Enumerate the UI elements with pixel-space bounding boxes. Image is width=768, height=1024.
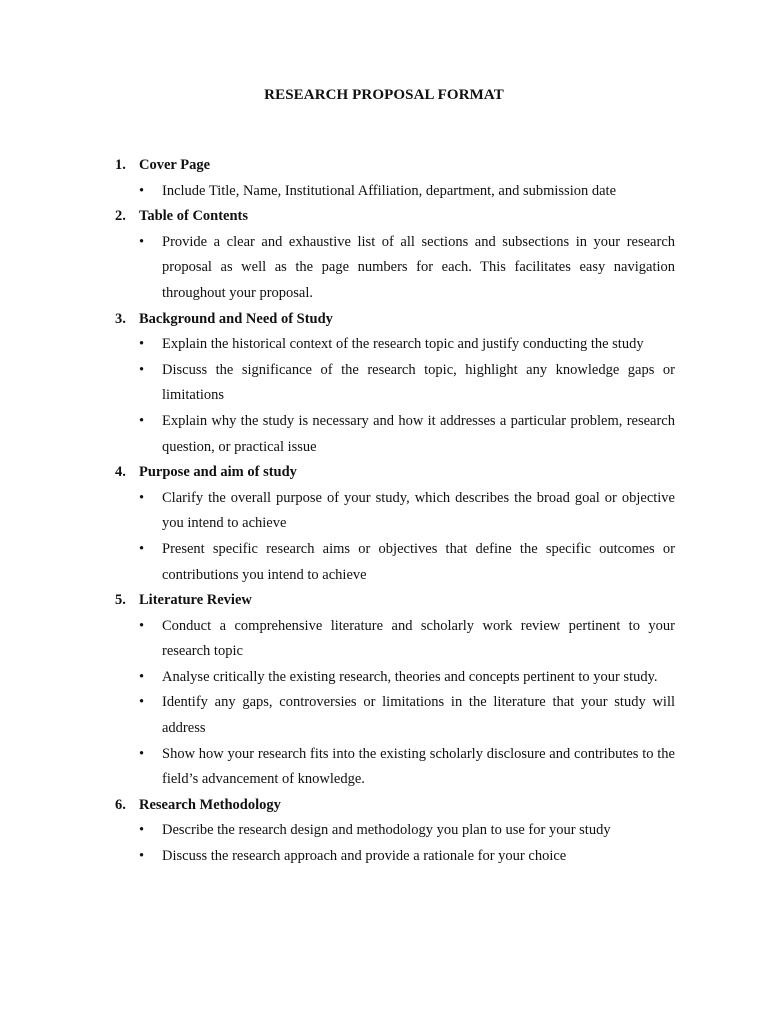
bullet-item	[115, 537, 675, 588]
bullet-text: Explain the historical context of the research topic and justify conducting the study	[162, 336, 644, 353]
bullet-list	[115, 614, 675, 793]
bullet-item	[115, 818, 675, 844]
bullet-icon: •	[139, 822, 145, 839]
section-number: 4.	[115, 464, 126, 481]
section-number: 1.	[115, 157, 126, 173]
bullet-item	[115, 409, 675, 460]
bullet-list	[115, 486, 675, 588]
bullet-list	[115, 179, 675, 205]
section-number: 3.	[115, 310, 126, 327]
bullet-list	[115, 818, 675, 869]
section-heading	[115, 460, 675, 486]
bullet-icon: •	[139, 233, 145, 250]
bullet-text: Present specific research aims or objectives that define the specific outcomes or contributions you intend to achieve	[162, 540, 675, 583]
bullet-list	[115, 332, 675, 460]
document-title: RESEARCH PROPOSAL FORMAT	[264, 87, 504, 103]
bullet-icon: •	[139, 361, 145, 378]
bullet-text: Explain why the study is necessary and how it addresses a particular problem, research question, or practical issue	[162, 412, 675, 455]
bullet-text: Include Title, Name, Institutional Affiliation, department, and submission date	[162, 182, 617, 199]
bullet-list	[115, 230, 675, 307]
bullet-item	[115, 179, 675, 205]
bullet-item	[115, 486, 675, 537]
section-table-of-contents	[115, 204, 675, 306]
bullet-text: Discuss the research approach and provide a rationale for your choice	[162, 848, 567, 865]
bullet-item	[115, 665, 675, 691]
section-heading	[115, 204, 675, 230]
section-number: 6.	[115, 796, 126, 813]
bullet-text: Show how your research fits into the existing scholarly disclosure and contributes to the field’s advancement of knowledge.	[162, 745, 675, 788]
bullet-item	[115, 742, 675, 793]
section-purpose	[115, 460, 675, 588]
bullet-item	[115, 332, 675, 358]
section-background	[115, 307, 675, 461]
bullet-item	[115, 614, 675, 665]
bullet-icon: •	[139, 412, 145, 429]
bullet-item	[115, 690, 675, 741]
section-heading	[115, 307, 675, 333]
bullet-icon: •	[139, 336, 145, 353]
section-heading	[115, 588, 675, 614]
bullet-text: Analyse critically the existing research, theories and concepts pertinent to your study.	[162, 668, 658, 685]
bullet-text: Discuss the significance of the research topic, highlight any knowledge gaps or limitations	[162, 361, 675, 404]
bullet-text: Provide a clear and exhaustive list of all sections and subsections in your research proposal as well as the page numbers for each. This facilitates easy navigation throughout your proposal.	[162, 233, 675, 301]
bullet-icon: •	[139, 182, 145, 199]
section-number: 5.	[115, 592, 126, 609]
section-cover-page	[115, 153, 675, 204]
bullet-icon: •	[139, 848, 145, 865]
section-literature-review	[115, 588, 675, 793]
proposal-outline	[115, 153, 675, 870]
section-title: Research Methodology	[139, 796, 281, 813]
bullet-item	[115, 230, 675, 307]
section-heading	[115, 793, 675, 819]
bullet-icon: •	[139, 540, 145, 557]
section-heading	[115, 153, 675, 179]
section-number: 2.	[115, 208, 126, 225]
bullet-text: Conduct a comprehensive literature and scholarly work review pertinent to your research topic	[162, 617, 675, 660]
bullet-item	[115, 358, 675, 409]
bullet-icon: •	[139, 617, 145, 634]
bullet-icon: •	[139, 694, 145, 711]
bullet-text: Identify any gaps, controversies or limitations in the literature that your study will address	[162, 694, 675, 737]
bullet-icon: •	[139, 668, 145, 685]
bullet-icon: •	[139, 745, 145, 762]
bullet-text: Clarify the overall purpose of your study, which describes the broad goal or objective you intend to achieve	[162, 489, 675, 532]
bullet-item	[115, 844, 675, 870]
bullet-icon: •	[139, 489, 145, 506]
section-title: Purpose and aim of study	[139, 464, 297, 481]
bullet-text: Describe the research design and methodology you plan to use for your study	[162, 822, 611, 839]
section-title: Cover Page	[139, 157, 210, 173]
section-title: Literature Review	[139, 592, 252, 609]
section-title: Table of Contents	[139, 208, 249, 225]
section-title: Background and Need of Study	[139, 310, 333, 327]
section-research-methodology	[115, 793, 675, 870]
